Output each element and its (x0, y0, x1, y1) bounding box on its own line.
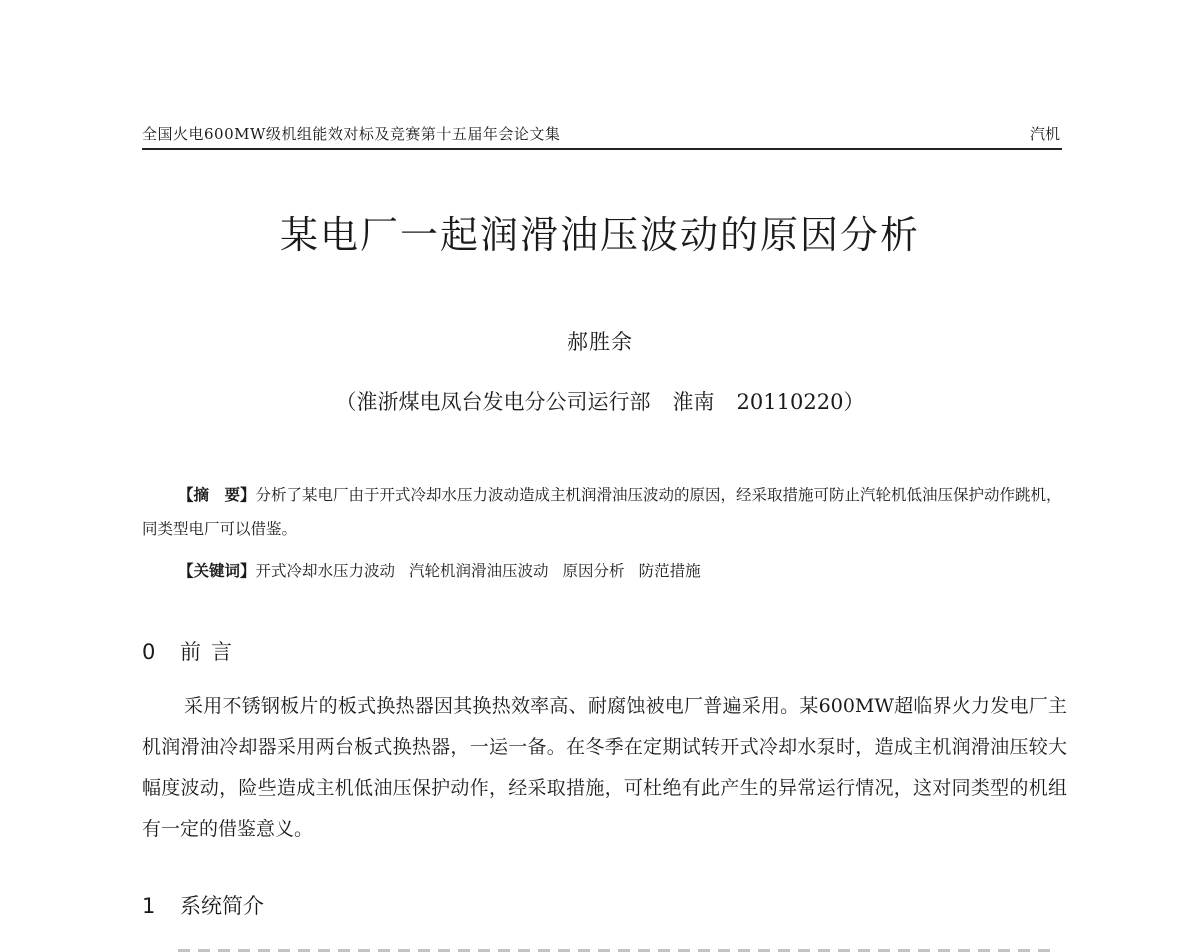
proceedings-title: 全国火电600MW级机组能效对标及竞赛第十五届年会论文集 (142, 125, 561, 143)
preface-paragraph: 采用不锈钢板片的板式换热器因其换热效率高、耐腐蚀被电厂普遍采用。某600MW超临界火力发电厂主机润滑油冷却器采用两台板式换热器，一运一备。在冬季在定期试转开式冷却水泵时，造成主机润滑油压较大幅度波动，险些造成主机低油压保护动作，经采取措施，可杜绝有此产生的异常运行情况，这对同类型的机组有一定的借鉴意义。 (142, 695, 1067, 840)
author-affiliation (0, 386, 1200, 416)
section-title: 系统简介 (180, 894, 264, 918)
section-number: 0 (142, 640, 156, 664)
keyword-item: 防范措施 (638, 562, 701, 580)
section-category: 汽机 (1029, 125, 1060, 143)
abstract (142, 478, 1067, 546)
affiliation-open-paren: （ (335, 390, 357, 414)
author-name: 郝胜余 (567, 330, 633, 354)
keyword-item: 汽轮机润滑油压波动 (409, 562, 549, 580)
section-number: 1 (142, 894, 156, 918)
keywords (178, 556, 1068, 586)
section-heading-preface (142, 636, 242, 666)
affiliation-city: 淮南 (672, 390, 715, 414)
paper-title: 某电厂一起润滑油压波动的原因分析 (279, 213, 920, 257)
affiliation-close-paren: ） (843, 390, 865, 414)
truncated-text-line (178, 944, 1058, 952)
section-heading-system-overview (142, 890, 264, 920)
running-header (142, 120, 1062, 150)
affiliation-code: 20110220 (736, 390, 844, 414)
keyword-item: 开式冷却水压力波动 (255, 562, 396, 580)
affiliation-org: 淮浙煤电凤台发电分公司运行部 (356, 390, 651, 414)
keyword-item: 原因分析 (562, 562, 625, 580)
abstract-text: 分析了某电厂由于开式冷却水压力波动造成主机润滑油压波动的原因，经采取措施可防止汽轮机低油压保护动作跳机，同类型电厂可以借鉴。 (142, 486, 1062, 538)
abstract-label: 【摘 要】 (178, 486, 256, 504)
keywords-label: 【关键词】 (178, 562, 256, 580)
section-title: 前言 (180, 640, 242, 664)
